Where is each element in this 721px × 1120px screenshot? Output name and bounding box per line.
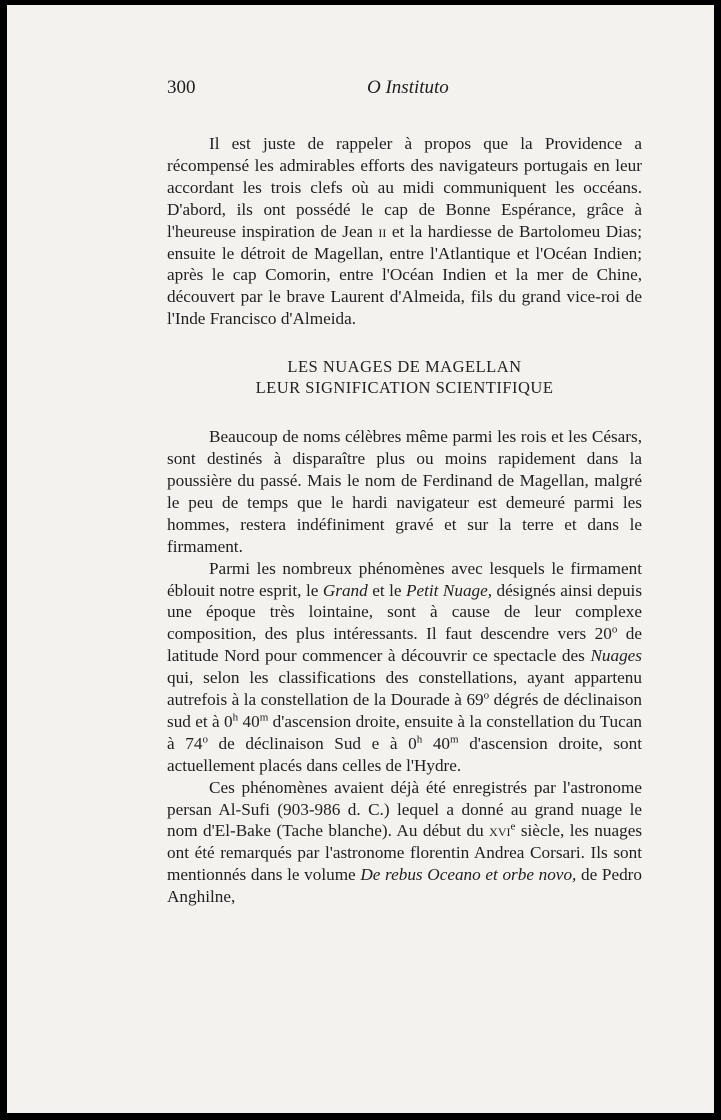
paragraph-text: d'ascension droite, sont actuellement placés dans celles de l'Hydre. <box>167 733 642 775</box>
century-sup: e <box>510 820 516 833</box>
paragraph-text: et la hardiesse de Bartolomeu Dias; ensuite le détroit de Magellan, entre l'Atlantique et l'Océan Indien; après le cap Comorin, entre l'Océan Indien et la mer de Chine, découvert par le brave Laurent d'Almeida, fils du grand vice-roi de l'Inde Francisco d'Almeida. <box>167 221 642 329</box>
roman-numeral: ii <box>378 221 387 241</box>
paragraph-nuages <box>167 558 642 777</box>
degree-sup: o <box>202 733 208 746</box>
paragraph-text: qui, selon les classifications des constellations, ayant appartenu autrefois à la constellation de la Dourade à 69 <box>167 668 642 710</box>
century-numeral: xvi <box>489 821 511 841</box>
paragraph-text: Il est juste de rappeler à propos que la Providence a récompensé les admirables efforts des navigateurs portugais en leur accordant les trois clefs où au midi communiquent les occéans. D'abord, ils ont possédé le cap de Bonne Espérance, grâce à l'heureuse inspiration de Jean <box>167 134 642 241</box>
body-text <box>167 133 642 908</box>
paragraph-text: siècle, les nuages ont été remarqués par l'astronome florentin Andrea Corsari. Ils sont mentionnés dans le volume <box>167 821 643 885</box>
running-title: O Instituto <box>367 77 449 98</box>
paragraph-text: de déclinaison Sud e à 0 <box>207 733 417 753</box>
paragraph-text: d'ascension droite, ensuite à la constellation du Tucan à 74 <box>167 711 643 753</box>
paragraph-text: Beaucoup de noms célèbres même parmi les rois et les Césars, sont destinés à disparaître plus ou moins rapidement dans la poussière du passé. Mais le nom de Ferdinand de Magellan, malgré le peu de temps que le hardi navigateur est demeuré parmi les hommes, restera indéfiniment gravé et sur la terre et dans le firmament. <box>167 427 642 556</box>
paragraph-text: de Pedro Anghilne, <box>167 865 642 907</box>
paragraph-magellan-name <box>167 426 642 557</box>
italic-book-title: De rebus Oceano et orbe novo, <box>360 865 577 885</box>
paragraph-text: Parmi les nombreux phénomènes avec lesquels le firmament éblouit notre esprit, le <box>167 558 642 600</box>
paragraph-text: désignés ainsi depuis une époque très lointaine, sont à cause de leur complexe composition, des plus intéressants. Il faut descendre vers 20 <box>167 580 643 644</box>
degree-sup: o <box>483 689 490 702</box>
degree-sup: o <box>611 623 618 636</box>
paragraph-text: dégrés de déclinaison sud et à 0 <box>167 690 643 731</box>
minute-sup: m <box>450 733 459 746</box>
paragraph-al-sufi <box>167 777 642 908</box>
page-header <box>167 77 467 103</box>
paragraph-text: et le <box>367 580 406 600</box>
hour-sup: h <box>416 733 423 746</box>
section-heading-line-2: LEUR SIGNIFICATION SCIENTIFIQUE <box>255 378 554 398</box>
italic-petit-nuage: Petit Nuage, <box>405 580 493 600</box>
section-heading <box>167 356 642 398</box>
paragraph-text: Ces phénomènes avaient déjà été enregistrés par l'astronome persan Al-Sufi (903-986 d. C.) lequel a donné au grand nuage le nom d'El-Bake (Tache blanche). Au début du <box>167 777 642 841</box>
paragraph-providence <box>167 133 642 330</box>
section-heading-line-1: LES NUAGES DE MAGELLAN <box>287 357 522 377</box>
italic-grand: Grand <box>322 580 368 600</box>
italic-nuages: Nuages <box>590 646 642 666</box>
page-number: 300 <box>167 77 196 98</box>
hour-sup: h <box>232 711 239 724</box>
minute-sup: m <box>259 711 269 724</box>
paragraph-text: 40 <box>238 711 260 731</box>
paragraph-text: 40 <box>422 733 451 753</box>
paragraph-text: de latitude Nord pour commencer à découvrir ce spectacle des <box>167 624 643 666</box>
book-page <box>7 5 714 1113</box>
